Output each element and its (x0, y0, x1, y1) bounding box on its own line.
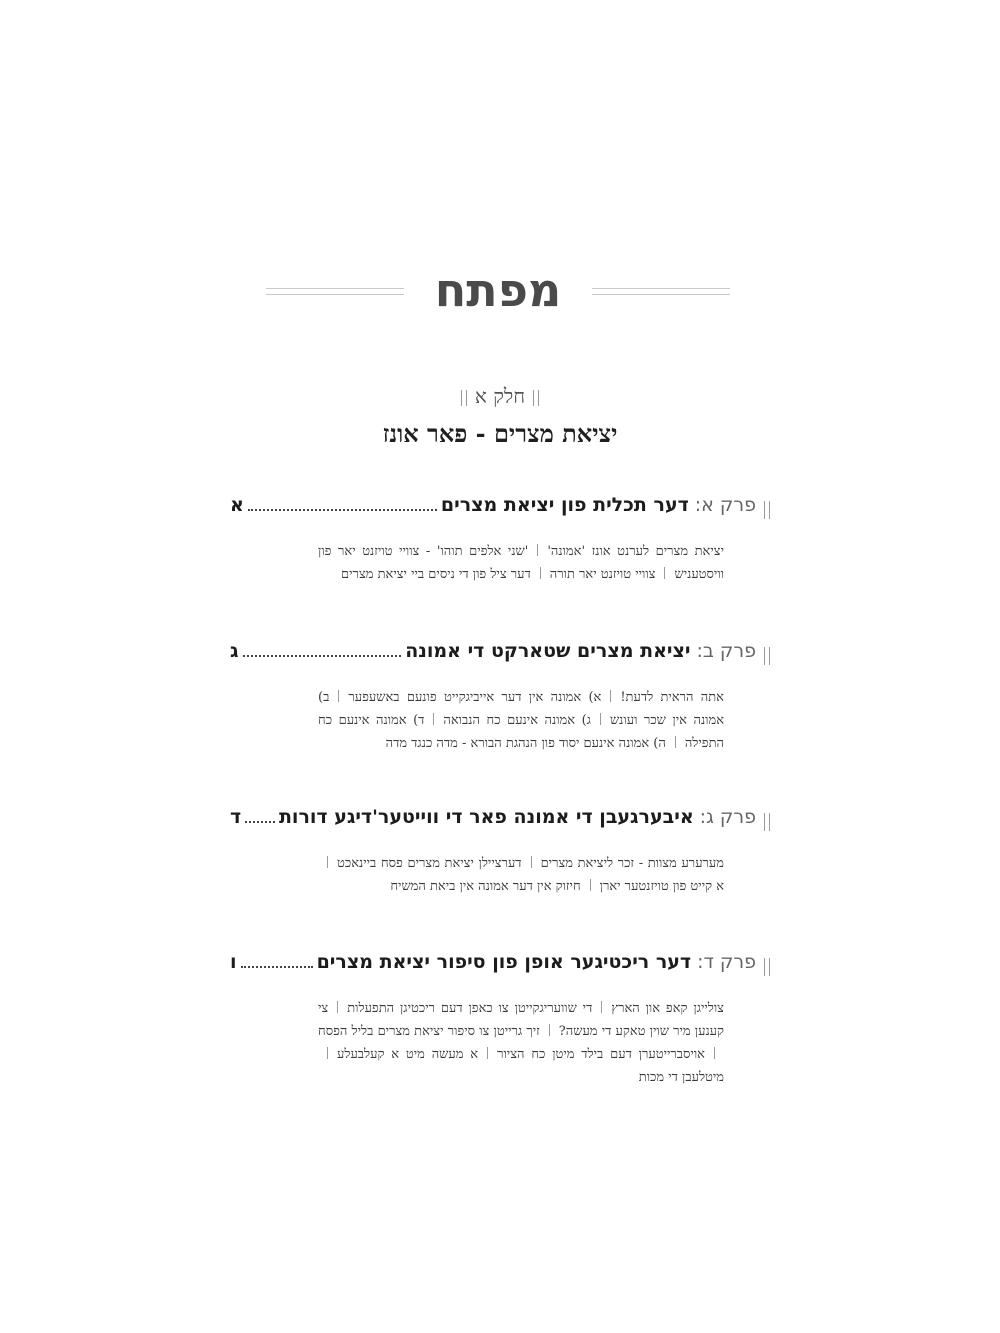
section-label: חלק א (474, 384, 526, 408)
chapter-bars (764, 958, 770, 976)
topic-item: א מעשה מיט א קעלבעלע (337, 1047, 479, 1062)
chapter-label: פרק ג: (699, 806, 756, 828)
chapter-heading[interactable] (230, 951, 770, 983)
chapter-label: פרק ד: (697, 951, 756, 973)
topic-item: א) אמונה אין דער אייביגקייט פונעם באשעפער (348, 690, 602, 705)
topic-separator (601, 1001, 602, 1013)
chapter-label: פרק א: (694, 494, 756, 516)
toc-chapter-a[interactable] (230, 494, 770, 586)
section-title: יציאת מצרים - פאר אונז (382, 419, 618, 448)
topic-item: דערציילן יציאת מצרים פסח ביינאכט (337, 856, 522, 871)
topic-separator (433, 713, 434, 725)
chapter-heading[interactable] (230, 640, 770, 672)
chapter-title: יציאת מצרים שטארקט די אמונה (405, 640, 691, 662)
chapter-page-number: א (230, 494, 244, 516)
topic-item: אויסברייטערן דעם בילד מיטן כח הציור (497, 1047, 705, 1062)
chapter-bars (764, 647, 770, 665)
toc-chapter-d[interactable] (230, 951, 770, 1089)
chapter-label: פרק ב: (696, 640, 756, 662)
section-label-bars-left (461, 390, 467, 406)
topic-separator (549, 1024, 550, 1036)
topic-item: מיטלעבן די מכות (638, 1070, 724, 1085)
dot-leader (243, 655, 402, 657)
topic-separator (664, 567, 665, 579)
toc-chapter-c[interactable] (230, 806, 770, 898)
topic-item: ד) אמונה אינעם כח התפילה (318, 713, 724, 751)
topic-separator (537, 544, 538, 556)
chapter-bars (764, 813, 770, 831)
chapter-topics (318, 686, 724, 755)
topic-separator (540, 567, 541, 579)
topic-separator (327, 856, 328, 868)
topic-item: צי קענען מיר שוין טאקע די מעשה? (318, 1001, 724, 1039)
dot-leader (248, 509, 437, 511)
topic-item: ג) אמונה אינעם כח הנבואה (443, 713, 591, 728)
topic-item: 'שני אלפים תוהו' - צוויי טויזנט יאר פון וויסטעניש (318, 544, 724, 582)
topic-item: מערערע מצוות - זכר ליציאת מצרים (540, 856, 724, 871)
chapter-heading[interactable] (230, 494, 770, 526)
section-label-row (0, 382, 1000, 410)
topic-separator (714, 1047, 715, 1059)
topic-item: יציאת מצרים לערנט אונז 'אמונה' (547, 544, 724, 559)
title-rule-left (266, 288, 404, 295)
topic-separator (531, 856, 532, 868)
chapter-page-number: ד (230, 806, 242, 828)
page-title: מפתח (434, 263, 562, 317)
section-label-bars-right (533, 390, 539, 406)
chapter-page-number: ו (230, 951, 237, 973)
page-title-block (0, 262, 1000, 318)
chapter-topics (318, 997, 724, 1089)
chapter-page-number: ג (230, 640, 239, 662)
chapter-title: דער תכלית פון יציאת מצרים (440, 494, 689, 516)
topic-item: ב) אמונה אין שכר ועונש (318, 690, 725, 728)
topic-separator (610, 690, 611, 702)
chapter-topics (318, 852, 724, 898)
topic-separator (327, 1047, 328, 1059)
chapter-heading[interactable] (230, 806, 770, 838)
topic-separator (487, 1047, 488, 1059)
chapter-topics (318, 540, 724, 586)
chapter-title: איבערגעבן די אמונה פאר די ווייטער'דיגע דורות (278, 806, 694, 828)
dot-leader (241, 966, 313, 968)
chapter-title: דער ריכטיגער אופן פון סיפור יציאת מצרים (316, 951, 692, 973)
topic-separator (600, 713, 601, 725)
topic-item: די שוועריגקייטן צו כאפן דעם ריכטיגן התפעלות (347, 1001, 593, 1016)
dot-leader (245, 821, 275, 823)
topic-separator (337, 1001, 338, 1013)
topic-item: ה) אמונה אינעם יסוד פון הנהגת הבורא - מדה כנגד מדה (385, 736, 666, 751)
chapter-bars (764, 501, 770, 519)
topic-item: זיך גרייטן צו סיפור יציאת מצרים בליל הפסח (318, 1024, 540, 1039)
title-rule-right (592, 288, 730, 295)
topic-item: חיזוק אין דער אמונה אין ביאת המשיח (390, 879, 581, 894)
toc-chapter-b[interactable] (230, 640, 770, 755)
topic-separator (338, 690, 339, 702)
topic-item: צוויי טויזנט יאר תורה (549, 567, 656, 582)
topic-item: א קייט פון טויזנטער יארן (599, 879, 724, 894)
topic-item: אתה הראית לדעת! (620, 690, 724, 705)
topic-separator (675, 736, 676, 748)
topic-item: דער ציל פון די ניסים ביי יציאת מצרים (341, 567, 531, 582)
topic-separator (590, 879, 591, 891)
topic-item: צולייגן קאפ און הארץ (611, 1001, 724, 1016)
